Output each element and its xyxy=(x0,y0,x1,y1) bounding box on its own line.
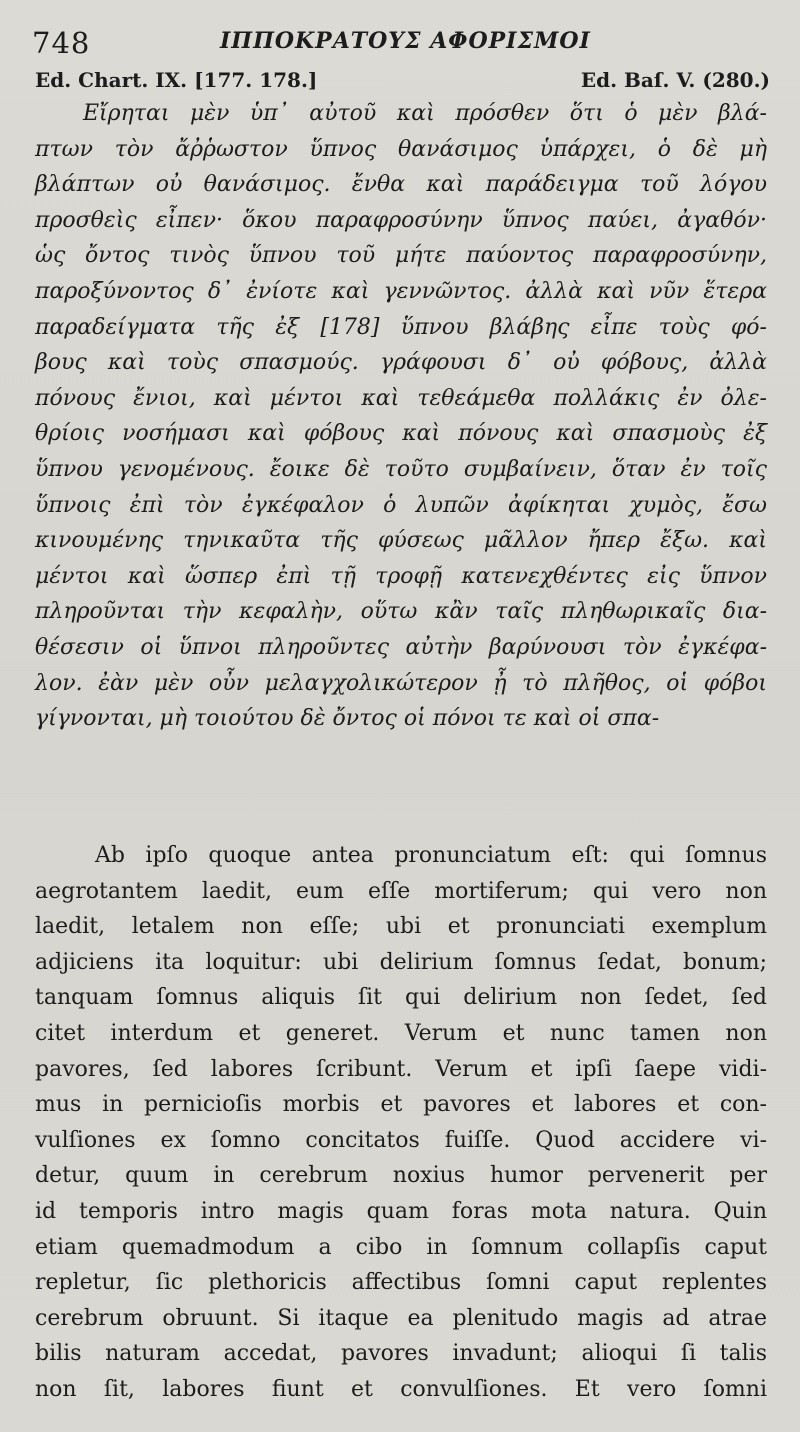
greek-line: ὕπνοις ἐπὶ τὸν ἐγκέφαλον ὁ λυπῶν ἀφίκηται χυμὸς, ἔσω xyxy=(35,492,767,518)
greek-line: παραδείγματα τῆς ἐξ [178] ὕπνου βλάβης εἶπε τοὺς φό- xyxy=(35,314,767,340)
latin-line: Ab ipſo quoque antea pronunciatum eſt: qui ſomnus xyxy=(95,843,767,868)
latin-line: detur, quum in cerebrum noxius humor pervenerit per xyxy=(35,1163,767,1189)
greek-text-block xyxy=(35,96,767,737)
greek-line: προσθεὶς εἶπεν· ὅκου παραφροσύνην ὕπνος παύει, ἀγαθόν· xyxy=(35,207,767,233)
greek-line: ὡς ὄντος τινὸς ὕπνου τοῦ μήτε παύοντος παραφροσύνην, xyxy=(35,243,767,269)
greek-line: ὕπνου γενομένους. ἔοικε δὲ τοῦτο συμβαίνειν, ὅταν ἐν τοῖς xyxy=(35,456,767,482)
greek-line: λον. ἐὰν μὲν οὖν μελαγχολικώτερον ᾖ τὸ πλῆθος, οἱ φόβοι xyxy=(35,670,767,696)
greek-line: βους καὶ τοὺς σπασμούς. γράφουσι δ᾿ οὐ φόβους, ἀλλὰ xyxy=(35,350,767,376)
latin-line: id temporis intro magis quam foras mota natura. Quin xyxy=(35,1198,767,1224)
latin-line: non ſit, labores fiunt et convulſiones. Et vero ſomni xyxy=(35,1376,767,1402)
page-header xyxy=(30,18,770,58)
greek-line: πληροῦνται τὴν κεφαλὴν, οὕτω κἂν ταῖς πληθωρικαῖς δια- xyxy=(35,599,767,625)
page-number: 748 xyxy=(32,26,91,60)
latin-line: citet interdum et generet. Verum et nunc tamen non xyxy=(35,1020,767,1046)
latin-line: etiam quemadmodum a cibo in ſomnum collapſis caput xyxy=(35,1234,767,1260)
edition-chartier: Ed. Chart. IX. [177. 178.] xyxy=(35,68,318,92)
latin-line: cerebrum obruunt. Si itaque ea plenitudo magis ad atrae xyxy=(35,1305,767,1331)
greek-line: πτων τὸν ἄῤῥωστον ὕπνος θανάσιμος ὑπάρχει, ὁ δὲ μὴ xyxy=(35,136,767,162)
edition-basel: Ed. Baſ. V. (280.) xyxy=(580,68,770,92)
latin-line: bilis naturam accedat, pavores invadunt; alioqui ſi talis xyxy=(35,1341,767,1367)
latin-line: tanquam ſomnus aliquis ſit qui delirium non ſedet, ſed xyxy=(35,985,767,1011)
greek-line: Εἴρηται μὲν ὑπ᾿ αὐτοῦ καὶ πρόσθεν ὅτι ὁ μὲν βλά- xyxy=(83,101,767,126)
latin-line: laedit, letalem non eſſe; ubi et pronunciati exemplum xyxy=(35,914,767,940)
greek-line: θέσεσιν οἱ ὕπνοι πληροῦντες αὐτὴν βαρύνουσι τὸν ἐγκέφα- xyxy=(35,634,767,660)
greek-line: θρίοις νοσήμασι καὶ φόβους καὶ πόνους καὶ σπασμοὺς ἐξ xyxy=(35,421,767,447)
greek-line: μέντοι καὶ ὥσπερ ἐπὶ τῇ τροφῇ κατενεχθέντες εἰς ὕπνον xyxy=(35,563,767,589)
latin-line: mus in pernicioſis morbis et pavores et labores et con- xyxy=(35,1092,767,1118)
latin-line: aegrotantem laedit, eum eſſe mortiferum; qui vero non xyxy=(35,878,767,904)
latin-line: vulſiones ex ſomno concitatos fuiſſe. Quod accidere vi- xyxy=(35,1127,767,1153)
latin-text-block xyxy=(35,838,767,1408)
greek-line: κινουμένης τηνικαῦτα τῆς φύσεως μᾶλλον ἤπερ ἔξω. καὶ xyxy=(35,528,767,554)
latin-line: adjiciens ita loquitur: ubi delirium ſomnus ſedat, bonum; xyxy=(35,949,767,975)
latin-line: repletur, ſic plethoricis affectibus ſomni caput replentes xyxy=(35,1270,767,1296)
greek-line: γίγνονται, μὴ τοιούτου δὲ ὄντος οἱ πόνοι τε καὶ οἱ σπα- xyxy=(35,706,660,732)
greek-line: βλάπτων οὐ θανάσιμος. ἔνθα καὶ παράδειγμα τοῦ λόγου xyxy=(35,172,767,198)
greek-line: παροξύνοντος δ᾿ ἐνίοτε καὶ γεννῶντος. ἀλλὰ καὶ νῦν ἕτερα xyxy=(35,278,767,304)
greek-line: πόνους ἔνιοι, καὶ μέντοι καὶ τεθεάμεθα πολλάκις ἐν ὀλε- xyxy=(35,385,767,411)
running-title: ΙΠΠΟΚΡΑΤΟΥΣ ΑΦΟΡΙΣΜΟΙ xyxy=(220,28,591,54)
latin-line: pavores, ſed labores ſcribunt. Verum et ipſi ſaepe vidi- xyxy=(35,1056,767,1082)
edition-reference xyxy=(35,68,770,96)
